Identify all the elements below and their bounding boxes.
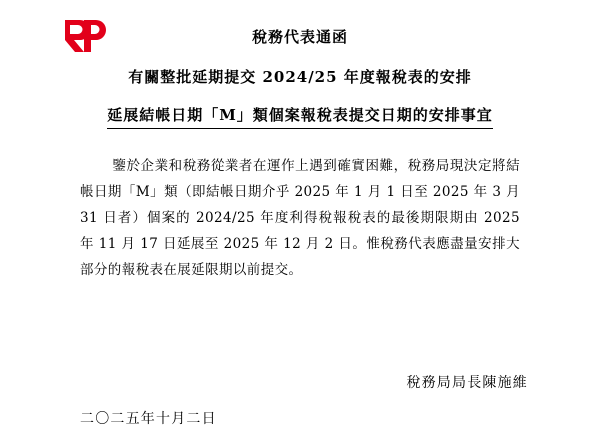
title-block xyxy=(0,26,600,129)
signature-line: 稅務局局長陳施維 xyxy=(406,375,528,391)
page-subject-heading: 延展結帳日期「M」類個案報稅表提交日期的安排事宜 xyxy=(107,104,493,129)
body-paragraph: 鑒於企業和稅務從業者在運作上遇到確實困難，稅務局現決定將結帳日期「M」類（即結帳日期介乎 2025 年 1 月 1 日至 2025 年 3 月 31 日者）個案的 2024/25 年度利得稅報稅表的最後期限期由 2025 年 11 月 17 日延展至 2025 年 12 月 2 日。惟稅務代表應盡量安排大部分的報稅表在展延限期以前提交。 xyxy=(80,158,520,278)
page-title: 稅務代表通函 xyxy=(251,28,348,46)
page-subtitle: 有關整批延期提交 2024/25 年度報稅表的安排 xyxy=(128,68,472,86)
document-date: 二〇二五年十月二日 xyxy=(80,411,217,427)
